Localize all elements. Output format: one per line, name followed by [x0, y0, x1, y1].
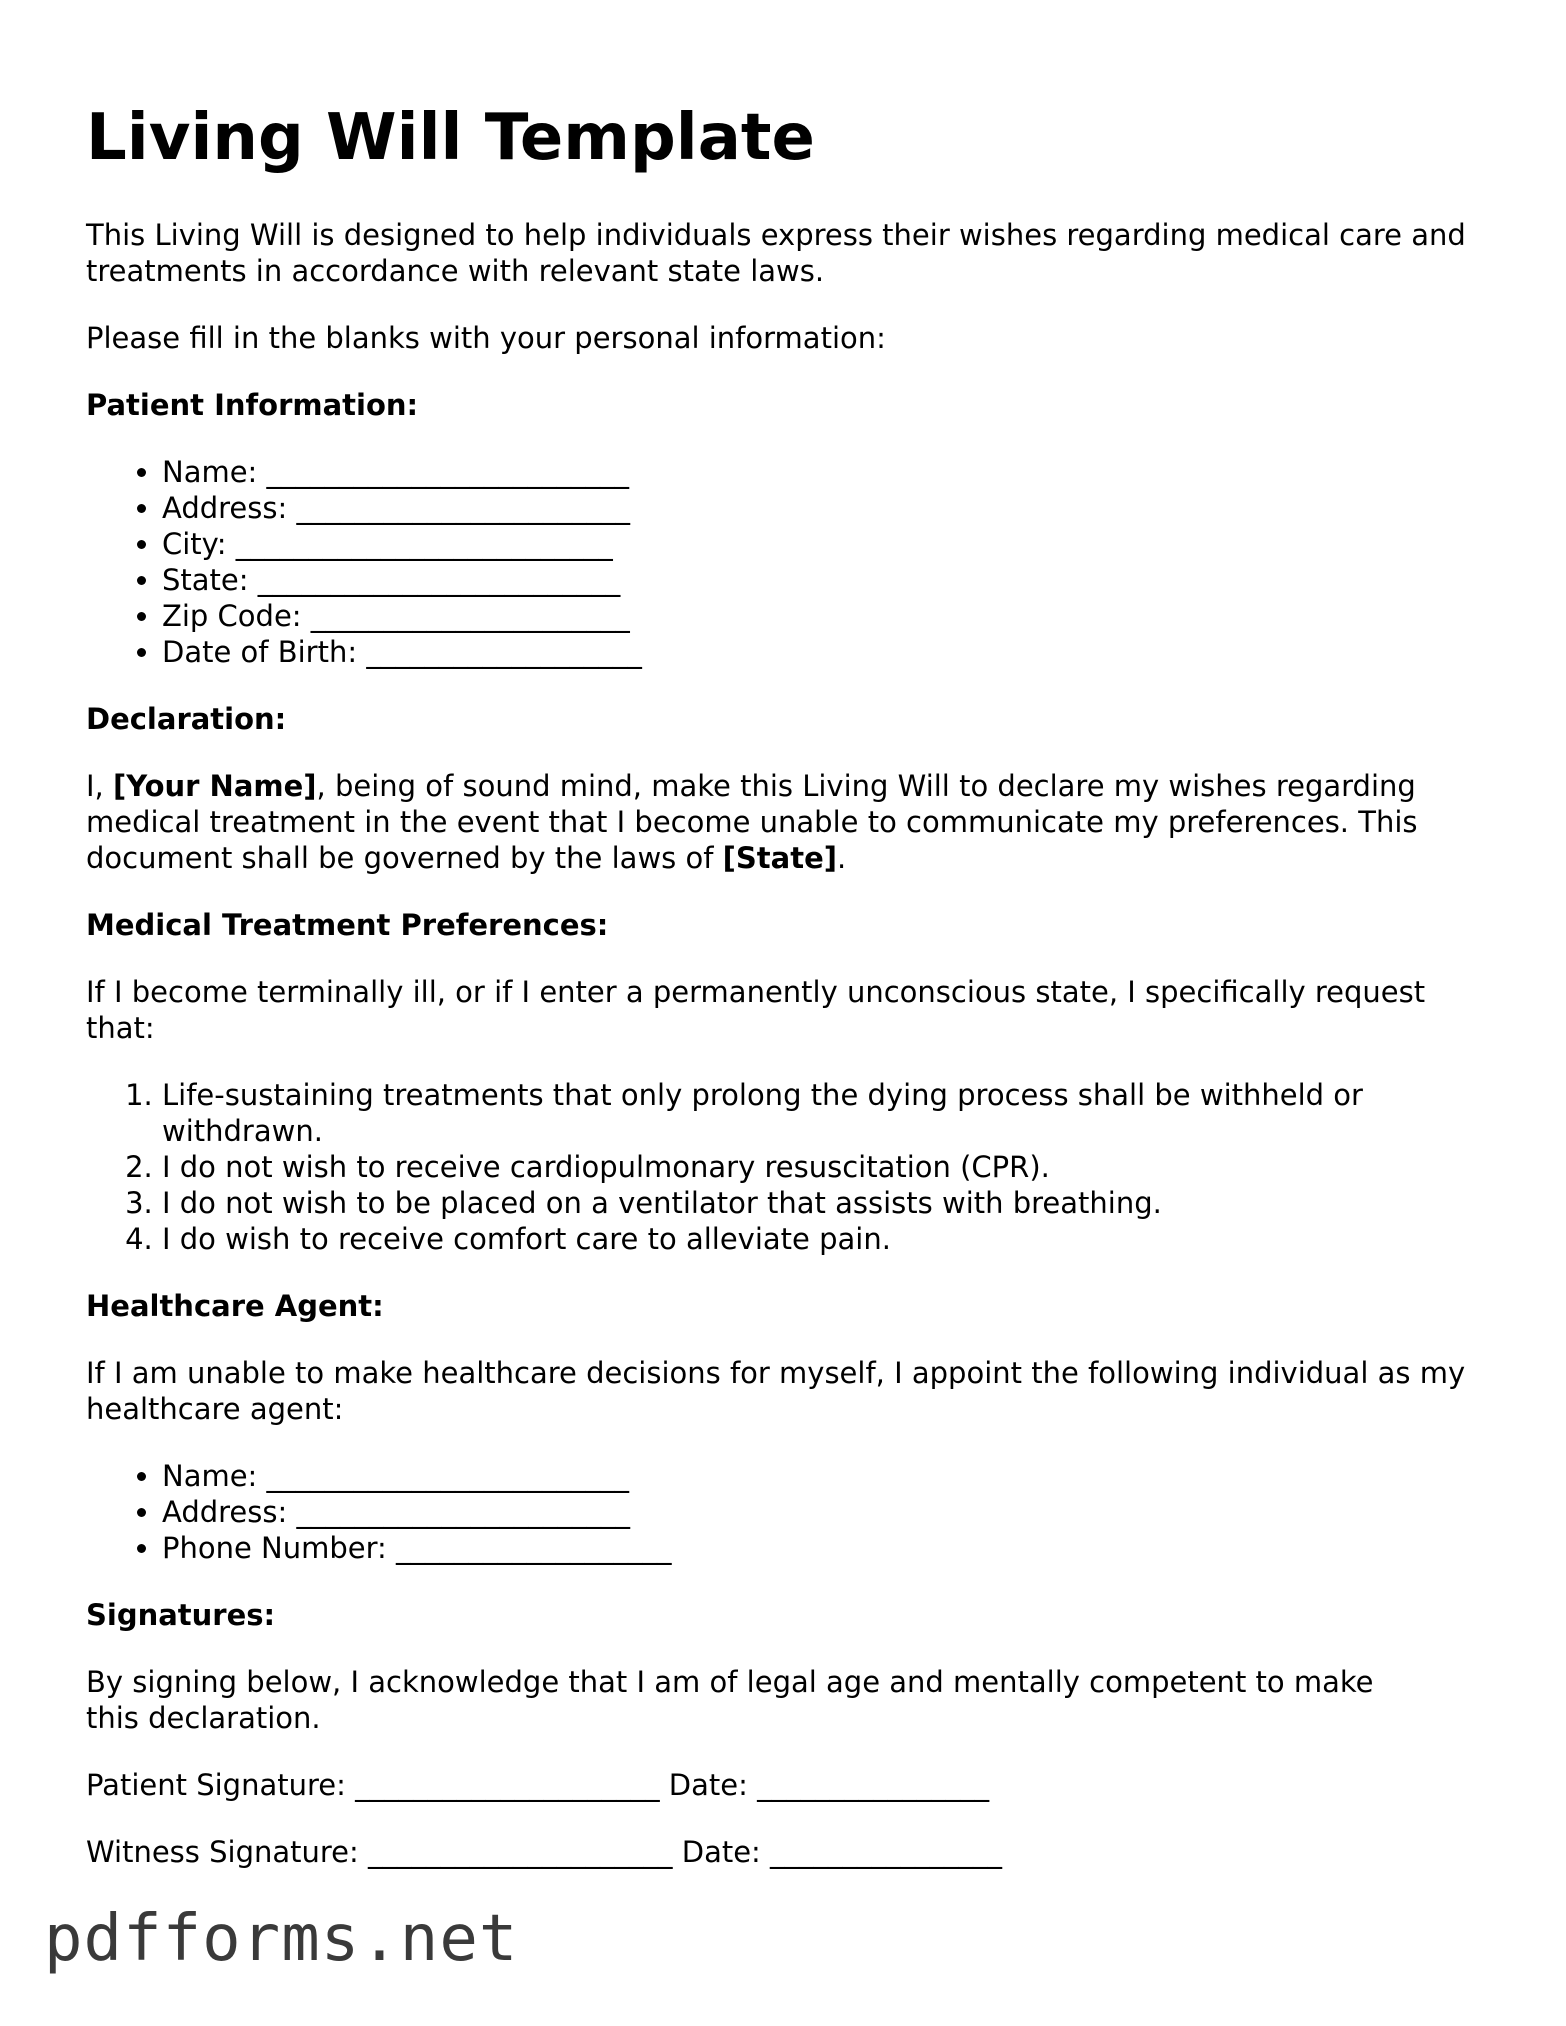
- list-item: 1. Life-sustaining treatments that only prolong the dying process shall be withheld or withdrawn.: [162, 1077, 1502, 1149]
- field-label: City:: [162, 526, 236, 561]
- list-item: [162, 634, 1486, 670]
- list-item: [162, 1458, 1486, 1494]
- watermark: pdfforms.net: [44, 1902, 519, 1976]
- declaration-heading: Declaration:: [86, 701, 287, 736]
- field-label: Zip Code:: [162, 598, 311, 633]
- medical-preferences-list: [86, 1077, 1502, 1257]
- declaration-text: I,: [86, 768, 113, 803]
- declaration-text: .: [837, 840, 847, 875]
- patient-signature-line: [86, 1767, 1486, 1803]
- state-placeholder: [State]: [722, 840, 838, 875]
- patient-info-heading: Patient Information:: [86, 387, 419, 422]
- field-label: Name:: [162, 1458, 267, 1493]
- intro-paragraph: This Living Will is designed to help individuals express their wishes regarding medical care and treatments in accordance with relevant state laws.: [86, 217, 1466, 288]
- field-label: Phone Number:: [162, 1530, 397, 1565]
- agent-phone-blank[interactable]: ___________________: [396, 1530, 672, 1565]
- list-item: [162, 598, 1486, 634]
- zip-code-blank[interactable]: ______________________: [310, 598, 630, 633]
- declaration-paragraph: [86, 768, 1426, 876]
- instruction-paragraph: Please fill in the blanks with your personal information:: [86, 320, 886, 355]
- field-label: State:: [162, 562, 258, 597]
- witness-signature-label: Witness Signature:: [86, 1834, 369, 1869]
- signatures-heading: Signatures:: [86, 1597, 276, 1632]
- medical-preferences-intro: If I become terminally ill, or if I enter a permanently unconscious state, I specifically request that:: [86, 974, 1426, 1045]
- healthcare-agent-list: [86, 1458, 1486, 1566]
- field-label: Name:: [162, 454, 267, 489]
- page-title: Living Will Template: [86, 101, 815, 175]
- healthcare-agent-intro: If I am unable to make healthcare decisions for myself, I appoint the following individual as my healthcare agent:: [86, 1355, 1466, 1426]
- healthcare-agent-heading: Healthcare Agent:: [86, 1288, 384, 1323]
- address-blank[interactable]: _______________________: [296, 490, 630, 525]
- date-of-birth-blank[interactable]: ___________________: [366, 634, 642, 669]
- agent-name-blank[interactable]: _________________________: [266, 1458, 630, 1493]
- document-page: [86, 100, 1486, 1901]
- list-item: [162, 526, 1486, 562]
- name-blank[interactable]: _________________________: [266, 454, 630, 489]
- list-item: [162, 562, 1486, 598]
- witness-signature-line: [86, 1834, 1486, 1870]
- your-name-placeholder: [Your Name]: [113, 768, 317, 803]
- witness-signature-blank[interactable]: _____________________: [368, 1834, 673, 1869]
- date-label: Date:: [659, 1767, 758, 1802]
- field-label: Address:: [162, 1494, 297, 1529]
- field-label: Address:: [162, 490, 297, 525]
- date-label: Date:: [672, 1834, 771, 1869]
- list-item: 4. I do wish to receive comfort care to alleviate pain.: [162, 1221, 1502, 1257]
- field-label: Date of Birth:: [162, 634, 367, 669]
- list-item: [162, 490, 1486, 526]
- list-item: [162, 454, 1486, 490]
- patient-signature-label: Patient Signature:: [86, 1767, 356, 1802]
- witness-date-blank[interactable]: ________________: [770, 1834, 1003, 1869]
- list-item: 3. I do not wish to be placed on a ventilator that assists with breathing.: [162, 1185, 1502, 1221]
- patient-info-list: [86, 454, 1486, 670]
- declaration-text: , being of sound mind, make this Living Will to declare my wishes regarding medical treatment in the event that I become unable to communicate my preferences. This document shall be governed by the laws of: [86, 768, 1418, 875]
- medical-preferences-heading: Medical Treatment Preferences:: [86, 907, 609, 942]
- list-item: [162, 1530, 1486, 1566]
- patient-signature-blank[interactable]: _____________________: [355, 1767, 660, 1802]
- patient-date-blank[interactable]: ________________: [757, 1767, 990, 1802]
- list-item: [162, 1494, 1486, 1530]
- state-blank[interactable]: _________________________: [257, 562, 621, 597]
- city-blank[interactable]: __________________________: [235, 526, 613, 561]
- list-item: 2. I do not wish to receive cardiopulmonary resuscitation (CPR).: [162, 1149, 1502, 1185]
- signatures-intro: By signing below, I acknowledge that I am of legal age and mentally competent to make this declaration.: [86, 1664, 1374, 1735]
- agent-address-blank[interactable]: _______________________: [296, 1494, 630, 1529]
